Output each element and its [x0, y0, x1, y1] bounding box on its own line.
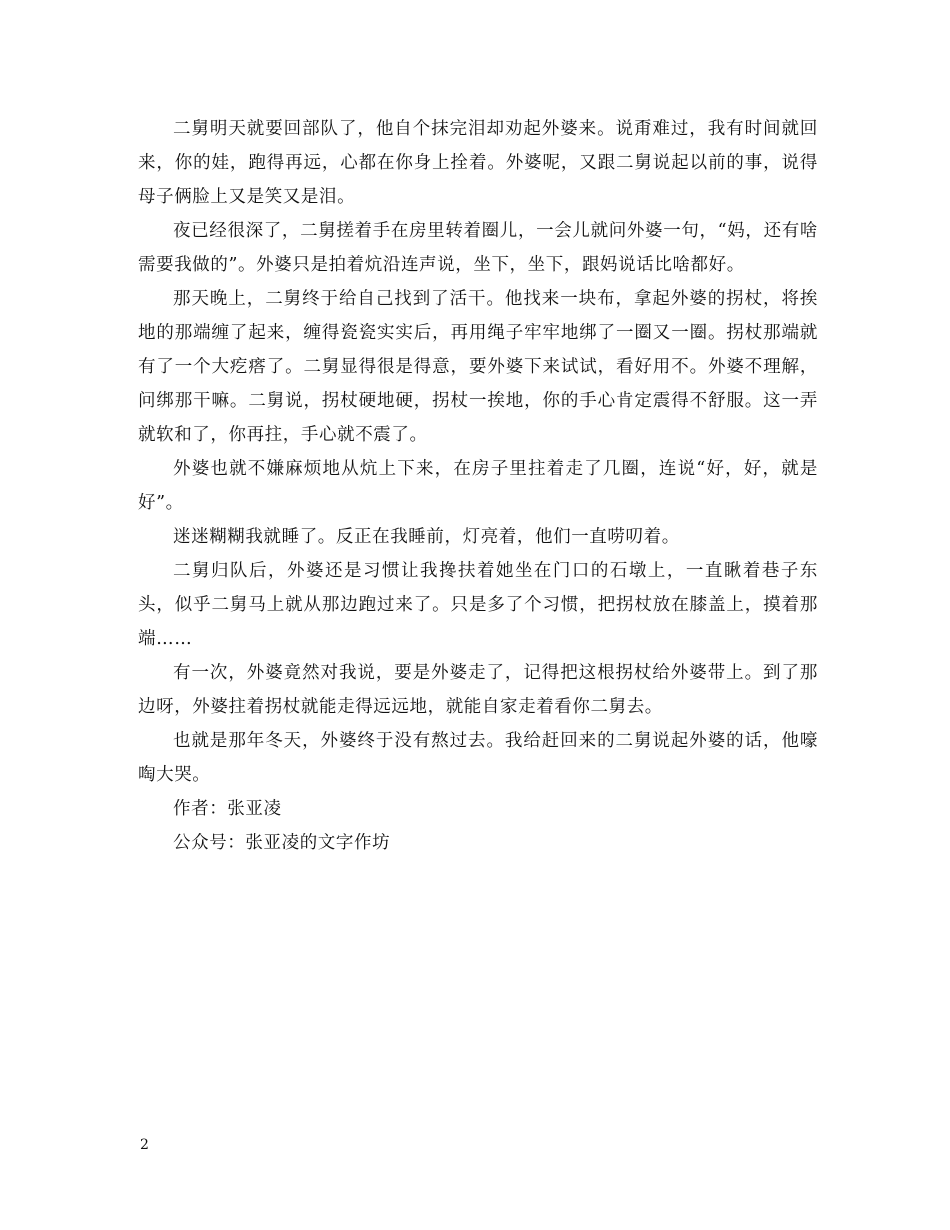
article-body	[138, 112, 818, 860]
paragraph: 有一次，外婆竟然对我说，要是外婆走了，记得把这根拐杖给外婆带上。到了那边呀，外婆拄着拐杖就能走得远远地，就能自家走着看你二舅去。	[138, 663, 818, 717]
paragraph: 也就是那年冬天，外婆终于没有熬过去。我给赶回来的二舅说起外婆的话，他嚎啕大哭。	[138, 731, 818, 785]
paragraph: 那天晚上，二舅终于给自己找到了活干。他找来一块布，拿起外婆的拐杖，将挨地的那端缠了起来，缠得瓷瓷实实后，再用绳子牢牢地绑了一圈又一圈。拐杖那端就有了一个大疙瘩了。二舅显得很是得意，要外婆下来试试，看好用不。外婆不理解，问绑那干嘛。二舅说，拐杖硬地硬，拐杖一挨地，你的手心肯定震得不舒服。这一弄就软和了，你再拄，手心就不震了。	[138, 289, 818, 445]
paragraph: 二舅明天就要回部队了，他自个抹完泪却劝起外婆来。说甭难过，我有时间就回来，你的娃，跑得再远，心都在你身上拴着。外婆呢，又跟二舅说起以前的事，说得母子俩脸上又是笑又是泪。	[138, 119, 818, 207]
page-number: 2	[140, 1137, 149, 1153]
paragraph: 迷迷糊糊我就睡了。反正在我睡前，灯亮着，他们一直唠叨着。	[173, 527, 680, 547]
paragraph: 夜已经很深了，二舅搓着手在房里转着圈儿，一会儿就问外婆一句，“妈，还有啥需要我做的”。外婆只是拍着炕沿连声说，坐下，坐下，跟妈说话比啥都好。	[138, 221, 818, 275]
paragraph: 二舅归队后，外婆还是习惯让我搀扶着她坐在门口的石墩上，一直瞅着巷子东头，似乎二舅马上就从那边跑过来了。只是多了个习惯，把拐杖放在膝盖上，摸着那端……	[138, 561, 818, 649]
account-line: 公众号：张亚凌的文字作坊	[173, 833, 391, 853]
paragraph: 外婆也就不嫌麻烦地从炕上下来，在房子里拄着走了几圈，连说“好，好，就是好”。	[138, 459, 818, 513]
author-line: 作者：张亚凌	[173, 799, 282, 819]
